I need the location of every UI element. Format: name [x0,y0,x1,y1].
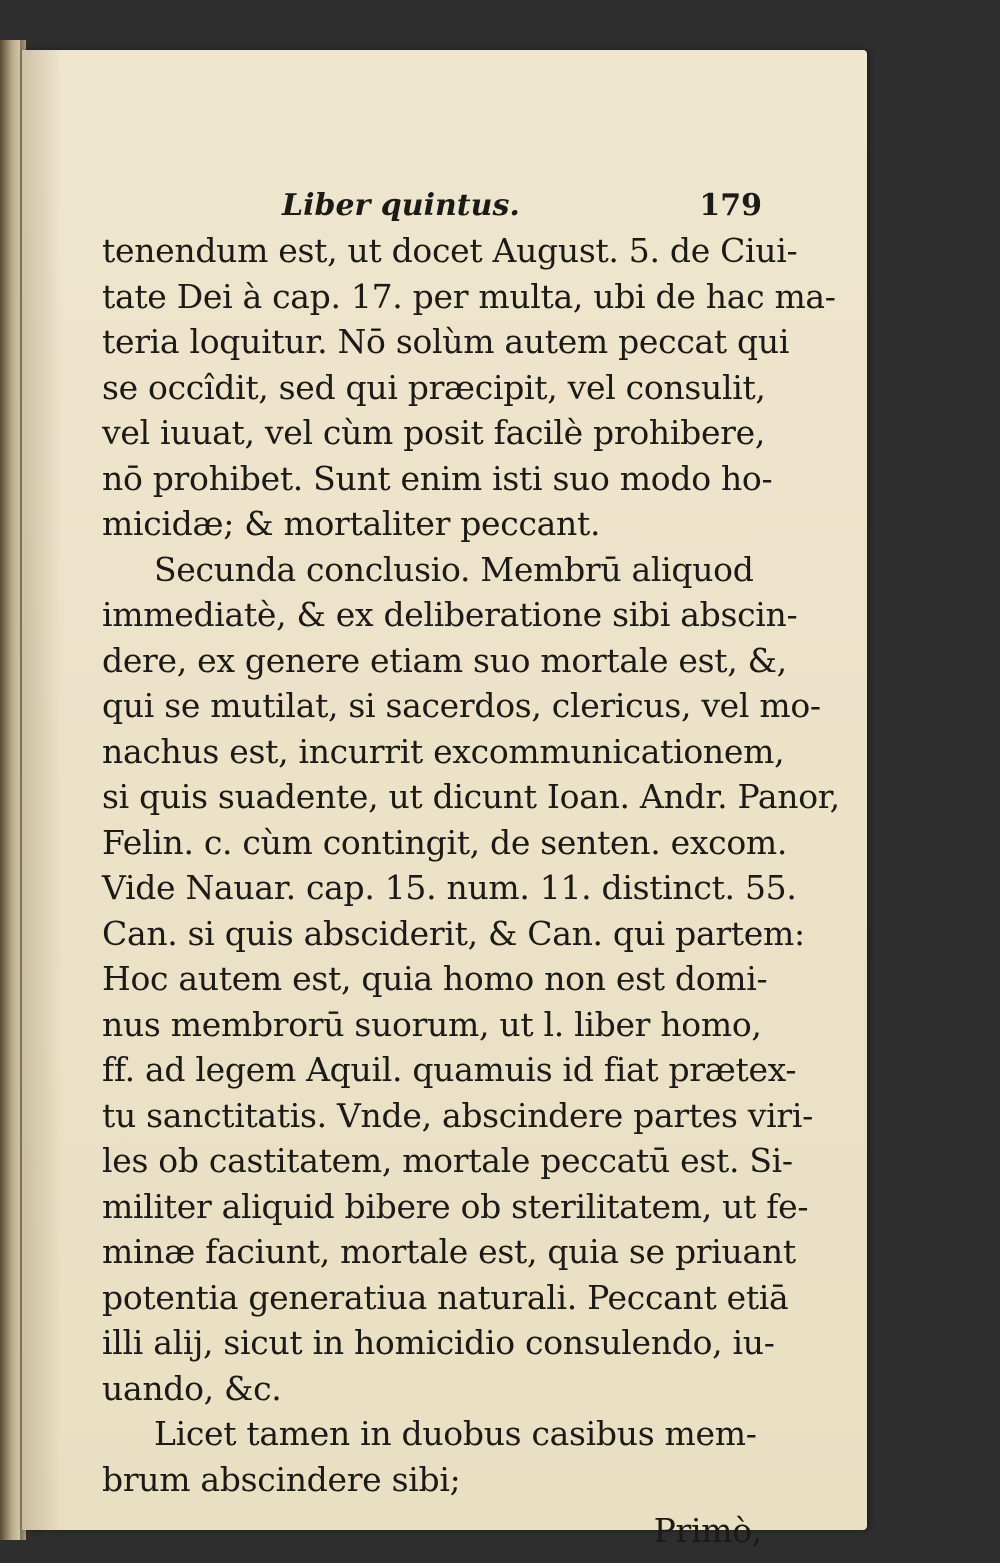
text-line: teria loquitur. Nō solùm autem peccat qui [102,322,790,361]
running-head-title: Liber quintus. [282,188,520,223]
catchword: Primò, [653,1511,762,1550]
text-line: Secunda conclusio. Membrū aliquod [154,549,754,589]
text-line: immediatè, & ex deliberatione sibi abscin- [102,595,798,634]
text-line: minæ faciunt, mortale est, quia se priuant [102,1232,796,1271]
running-head [102,188,762,228]
text-line: tenendum est, ut docet August. 5. de Ciui- [102,231,798,270]
text-line: qui se mutilat, si sacerdos, clericus, vel mo- [102,686,821,725]
text-line: nō prohibet. Sunt enim isti suo modo ho- [102,458,773,498]
text-line: si quis suadente, ut dicunt Ioan. Andr. Panor, [102,777,840,816]
page-number: 179 [699,188,762,223]
text-line: Licet tamen in duobus casibus mem- [154,1414,757,1453]
text-line: les ob castitatem, mortale peccatū est. Si- [102,1141,793,1180]
text-line: dere, ex genere etiam suo mortale est, &, [102,640,787,680]
text-line: Felin. c. cùm contingit, de senten. excom. [102,822,788,862]
text-line: ff. ad legem Aquil. quamuis id fiat prætex- [102,1050,797,1089]
text-line: vel iuuat, vel cùm posit facilè prohibere, [102,413,766,452]
text-line: tu sanctitatis. Vnde, abscindere partes viri- [102,1095,813,1135]
text-line: Vide Nauar. cap. 15. num. 11. distinct. 55. [102,868,797,907]
text-line: brum abscindere sibi; [102,1459,461,1499]
text-line: micidæ; & mortaliter peccant. [102,504,601,543]
text-line: Hoc autem est, quia homo non est domi- [102,959,768,998]
text-line: uando, &c. [102,1368,282,1408]
text-line: Can. si quis absciderit, & Can. qui partem: [102,913,805,953]
text-line: potentia generatiua naturali. Peccant etiā [102,1277,789,1317]
text-line: tate Dei à cap. 17. per multa, ubi de hac ma- [102,276,836,316]
text-line: nus membrorū suorum, ut l. liber homo, [102,1004,762,1044]
text-line: militer aliquid bibere ob sterilitatem, ut fe- [102,1186,809,1226]
book-page [22,50,867,1550]
text-line: se occîdit, sed qui præcipit, vel consulit, [102,367,766,407]
text-line: illi alij, sicut in homicidio consulendo, iu- [102,1323,775,1362]
text-block [102,188,840,1554]
text-line: nachus est, incurrit excommunicationem, [102,731,785,771]
